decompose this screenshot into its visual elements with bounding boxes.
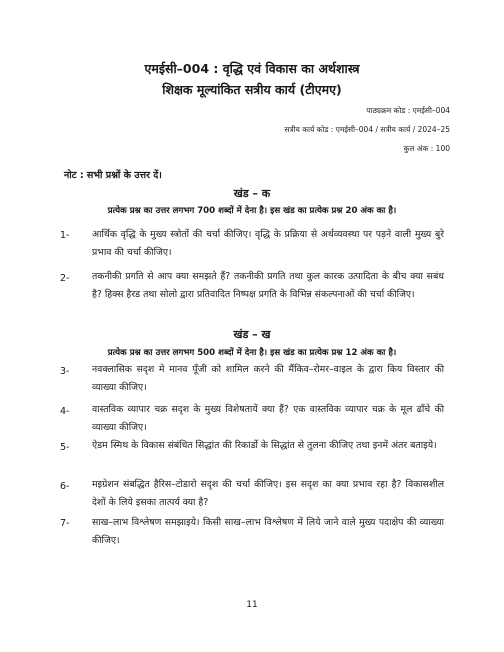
- instructions-note: नोट : सभी प्रश्नों के उत्तर दें।: [64, 170, 162, 181]
- question-text: साख–लाभ विश्लेषण समझाइये। किसी साख–लाभ विश्लेषण में लिये जाने वाले मुख्य पदाक्षेप की व्याख्या कीजिए।: [92, 517, 444, 546]
- assignment-code: सत्रीय कार्य कोड : एमईसी–004 / सत्रीय कार्य / 2024–25: [284, 125, 450, 134]
- question-text: तकनीकी प्रगति से आप क्या समझते हैं? तकनीकी प्रगति तथा कुल कारक उत्पादिता के बीच क्या सबंध है? हिक्स हैरड तथा सोलो द्वारा प्रतिवादित निष्पक्ष प्रगति के विभिन्न संकल्पनाओं की चर्चा कीजिए।: [92, 271, 444, 300]
- section-instruction-a: प्रत्येक प्रश्न का उत्तर लगभग 700 शब्दों में देना है। इस खंड का प्रत्येक प्रश्न 20 अंक का है।: [107, 206, 397, 216]
- question-number: 4-: [60, 406, 70, 417]
- section-instruction-b: प्रत्येक प्रश्न का उत्तर लगभग 500 शब्दों में देना है। इस खंड का प्रत्येक प्रश्न 12 अंक का है।: [107, 348, 397, 358]
- document-subtitle: शिक्षक मूल्यांकित सत्रीय कार्य (टीएमए): [162, 82, 342, 97]
- question-text: मइग्रेशन संबद्धित हैरिस–टोडारो सदृश की चर्चा कीजिए। इस सदृश का क्या प्रभाव रहा है? विकासशील देशों के लिये इसका तात्पर्य क्या है?: [92, 479, 444, 508]
- question-number: 7-: [60, 518, 70, 529]
- course-code: पाठ्यक्रम कोड : एमईसी–004: [366, 106, 450, 115]
- section-heading-b: खंड – ख: [233, 328, 271, 341]
- question-number: 3-: [60, 366, 70, 377]
- question-number: 1-: [60, 230, 70, 241]
- question-number: 5-: [60, 442, 70, 453]
- question-number: 2-: [60, 273, 70, 284]
- question-text: नवक्लासिक सदृश मे मानव पूँजी को शामिल करने की मैंकिव–रोमर–वाइल के द्वारा किय विस्तार की व्याख्या कीजिए।: [92, 364, 444, 393]
- page-marker: 11: [246, 600, 258, 610]
- document-title: एमईसी–004 : वृद्धि एवं विकास का अर्थशास्त्र: [144, 61, 360, 76]
- question-text: वास्तविक व्यापार चक्र सदृश के मुख्य विशेषतायें क्या हैं? एक वास्तविक व्यापार चक्र के मूल ढाँचे की व्याख्या कीजिए।: [92, 404, 444, 433]
- question-number: 6-: [60, 481, 70, 492]
- question-text: ऐडम स्मिथ के विकास संबंधित सिद्धांत की रिकार्डो के सिद्धांत से तुलना कीजिए तथा इनमें अंतर बताइये।: [92, 440, 437, 451]
- section-heading-a: खंड – क: [233, 187, 271, 200]
- max-marks: कुल अंक : 100: [403, 144, 450, 153]
- question-text: आर्थिक वृद्धि के मुख्य स्त्रोतों की चर्चा कीजिए। वृद्धि के प्रक्रिया से अर्थव्यवस्था पर पड़ने वाली मुख्य बुरे प्रभाव की चर्चा कीजिए।: [92, 229, 444, 258]
